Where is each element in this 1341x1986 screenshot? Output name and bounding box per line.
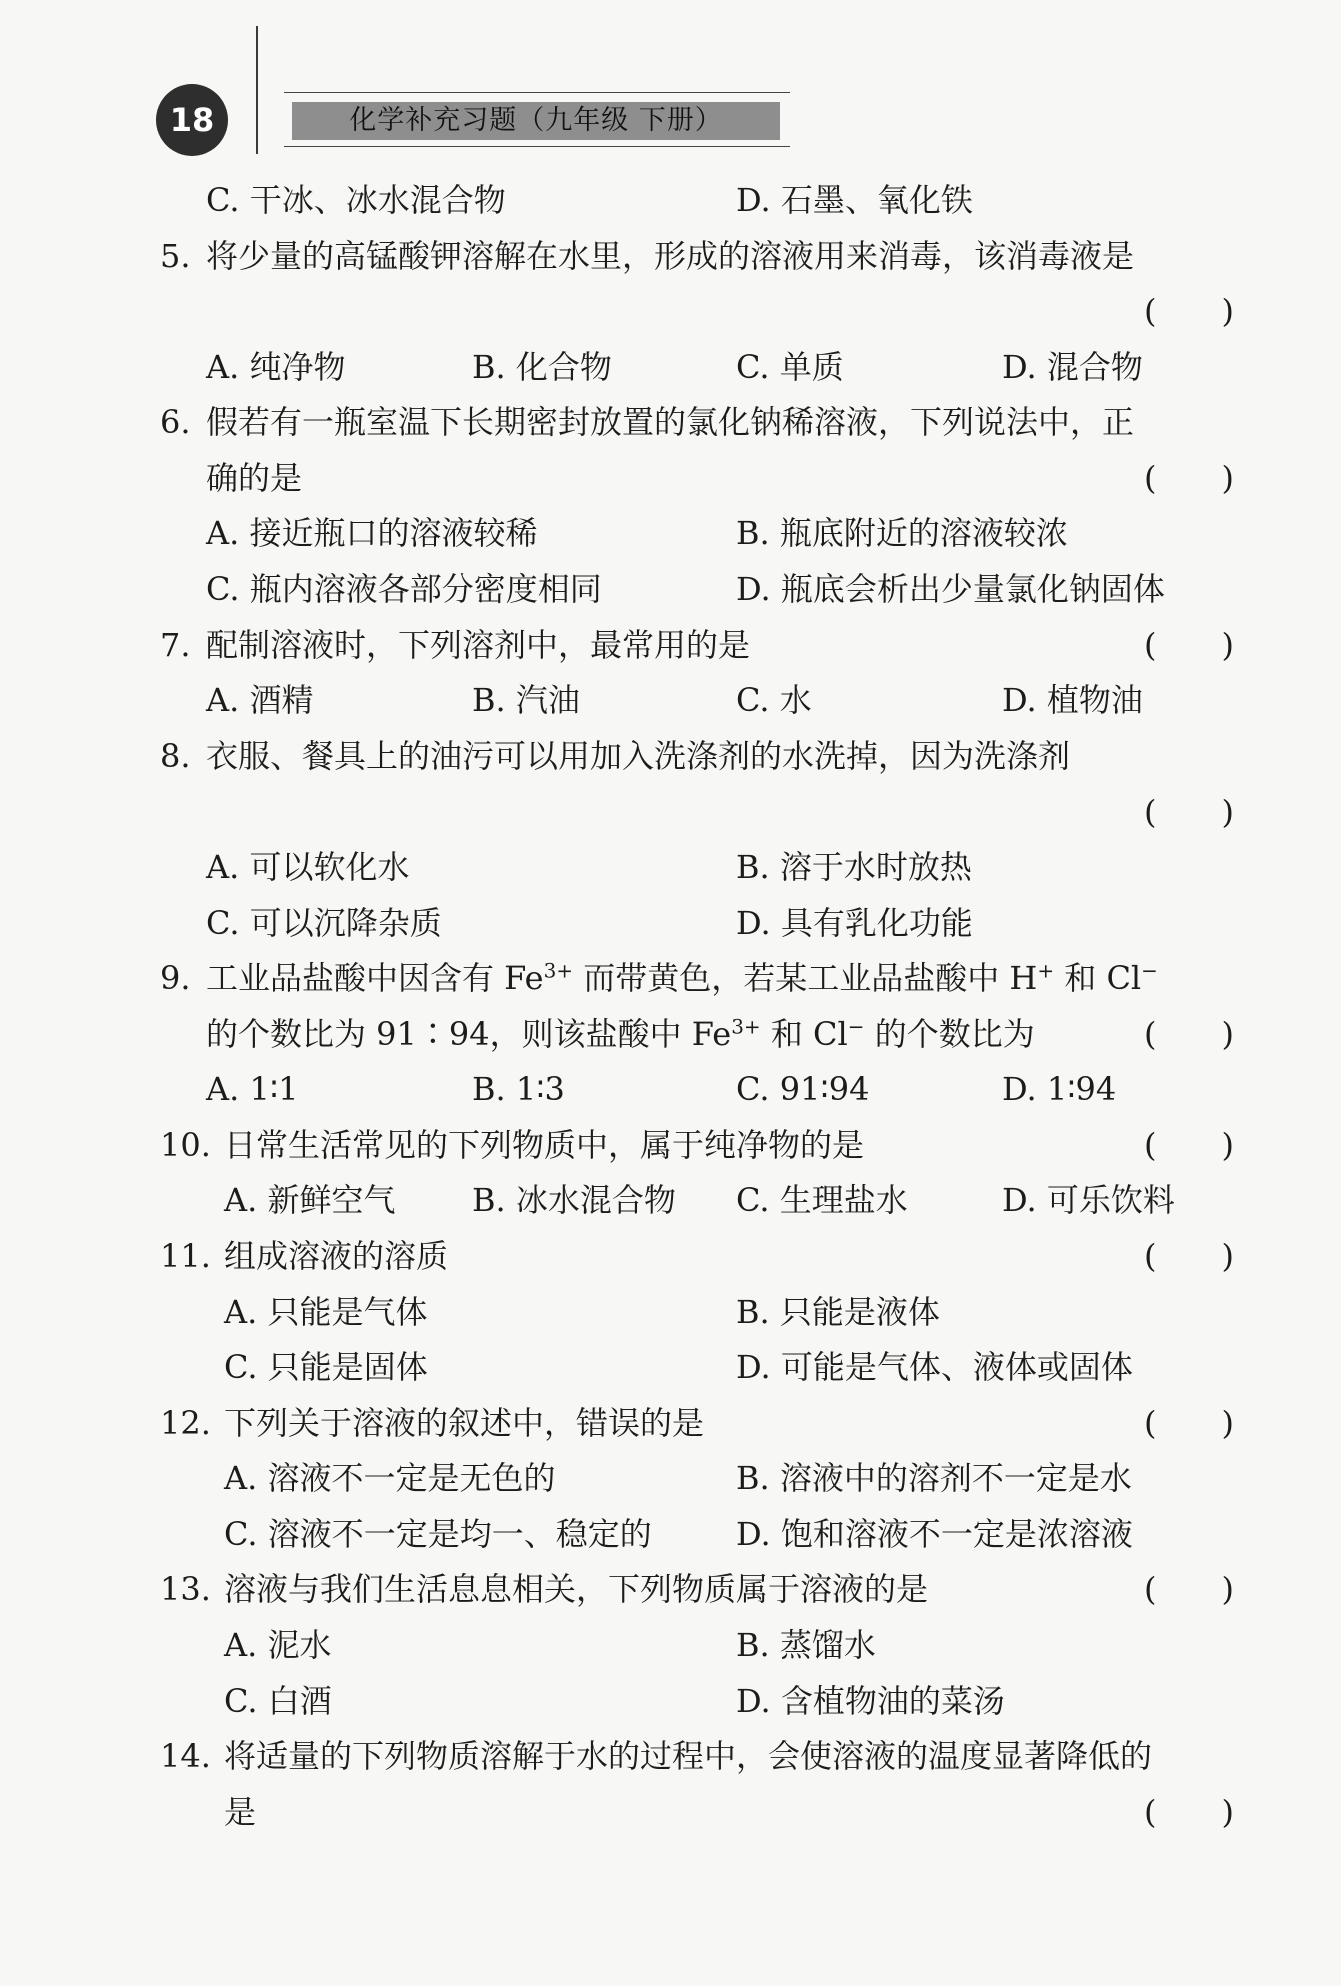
question-10-options xyxy=(0,1175,1341,1225)
paren-close: ) xyxy=(1221,1015,1234,1053)
question-number: 12. xyxy=(160,1404,211,1442)
question-13-options-row1 xyxy=(0,1620,1341,1670)
question-11-options-row2 xyxy=(0,1342,1341,1392)
answer-blank xyxy=(0,787,1341,837)
question-6-options-row1 xyxy=(0,508,1341,558)
option-a: A. 新鲜空气 xyxy=(224,1181,396,1219)
paren-open: ( xyxy=(1144,1404,1157,1442)
header-vertical-rule xyxy=(256,26,258,154)
paren-close: ) xyxy=(1221,1126,1234,1164)
question-11 xyxy=(0,1231,1341,1281)
option-d: D. 瓶底会析出少量氯化钠固体 xyxy=(736,570,1165,608)
question-9 xyxy=(0,953,1341,1003)
paren-open: ( xyxy=(1144,793,1157,831)
question-text: 将少量的高锰酸钾溶解在水里，形成的溶液用来消毒，该消毒液是 xyxy=(206,237,1135,275)
option-a: A. 酒精 xyxy=(206,681,314,719)
paren-close: ) xyxy=(1221,1404,1234,1442)
paren-close: ) xyxy=(1221,459,1234,497)
option-c: C. 干冰、冰水混合物 xyxy=(206,181,506,219)
option-c: C. 只能是固体 xyxy=(224,1348,428,1386)
question-text: 假若有一瓶室温下长期密封放置的氯化钠稀溶液，下列说法中，正 xyxy=(206,403,1135,441)
question-text-continued: 是 xyxy=(224,1793,257,1831)
question-8 xyxy=(0,731,1341,781)
paren-open: ( xyxy=(1144,626,1157,664)
option-b: B. 化合物 xyxy=(472,348,612,386)
question-number: 6. xyxy=(160,403,191,441)
option-c: C. 溶液不一定是均一、稳定的 xyxy=(224,1515,652,1553)
question-14-continued xyxy=(0,1787,1341,1837)
paren-open: ( xyxy=(1144,1126,1157,1164)
option-a: A. 1∶1 xyxy=(206,1070,299,1108)
question-number: 11. xyxy=(160,1237,211,1275)
option-b: B. 蒸馏水 xyxy=(736,1626,876,1664)
paren-close: ) xyxy=(1221,1570,1234,1608)
question-10 xyxy=(0,1120,1341,1170)
option-d: D. 混合物 xyxy=(1002,348,1143,386)
option-c: C. 单质 xyxy=(736,348,844,386)
question-number: 5. xyxy=(160,237,191,275)
question-text: 工业品盐酸中因含有 $Fe^{3+}$ 而带黄色，若某工业品盐酸中 H+ 和 Cl− xyxy=(206,958,1158,997)
option-b: B. 1∶3 xyxy=(472,1070,565,1108)
question-9-continued xyxy=(0,1009,1341,1059)
paren-open: ( xyxy=(1144,1015,1157,1053)
option-b: B. 溶于水时放热 xyxy=(736,848,972,886)
option-c: C. 水 xyxy=(736,681,812,719)
header-rule-top xyxy=(284,92,790,93)
option-d: D. 可乐饮料 xyxy=(1002,1181,1175,1219)
question-number: 13. xyxy=(160,1570,211,1608)
question-14 xyxy=(0,1731,1341,1781)
question-number: 9. xyxy=(160,959,191,997)
paren-open: ( xyxy=(1144,1793,1157,1831)
option-b: B. 溶液中的溶剂不一定是水 xyxy=(736,1459,1132,1497)
paren-close: ) xyxy=(1221,626,1234,664)
question-7-options xyxy=(0,675,1341,725)
page-number-badge: 18 xyxy=(156,84,228,156)
option-d: D. 植物油 xyxy=(1002,681,1143,719)
option-a: A. 纯净物 xyxy=(206,348,346,386)
book-title: 化学补充习题（九年级 下册） xyxy=(292,102,780,140)
option-c: C. 可以沉降杂质 xyxy=(206,904,442,942)
option-a: A. 只能是气体 xyxy=(224,1293,428,1331)
paren-close: ) xyxy=(1221,1793,1234,1831)
question-6-continued xyxy=(0,453,1341,503)
question-number: 14. xyxy=(160,1737,211,1775)
question-13 xyxy=(0,1564,1341,1614)
answer-blank xyxy=(0,286,1341,336)
option-d: D. 石墨、氧化铁 xyxy=(736,181,973,219)
question-12-options-row2 xyxy=(0,1509,1341,1559)
option-c: C. 白酒 xyxy=(224,1682,332,1720)
option-d: D. 饱和溶液不一定是浓溶液 xyxy=(736,1515,1133,1553)
option-c: C. 瓶内溶液各部分密度相同 xyxy=(206,570,602,608)
option-d: D. 含植物油的菜汤 xyxy=(736,1682,1005,1720)
option-a: A. 溶液不一定是无色的 xyxy=(224,1459,556,1497)
question-number: 10. xyxy=(160,1126,211,1164)
q4-options-row xyxy=(0,175,1341,225)
question-text: 组成溶液的溶质 xyxy=(224,1237,449,1275)
option-c: C. 91∶94 xyxy=(736,1070,870,1108)
option-a: A. 可以软化水 xyxy=(206,848,410,886)
header-rule-bottom xyxy=(284,146,790,147)
question-8-options-row2 xyxy=(0,898,1341,948)
question-text: 配制溶液时，下列溶剂中，最常用的是 xyxy=(206,626,751,664)
paren-close: ) xyxy=(1221,1237,1234,1275)
question-7 xyxy=(0,620,1341,670)
paren-open: ( xyxy=(1144,1570,1157,1608)
question-number: 7. xyxy=(160,626,191,664)
paren-open: ( xyxy=(1144,1237,1157,1275)
paren-open: ( xyxy=(1144,459,1157,497)
paren-open: ( xyxy=(1144,292,1157,330)
question-11-options-row1 xyxy=(0,1287,1341,1337)
option-b: B. 汽油 xyxy=(472,681,580,719)
option-b: B. 冰水混合物 xyxy=(472,1181,676,1219)
question-12-options-row1 xyxy=(0,1453,1341,1503)
option-a: A. 接近瓶口的溶液较稀 xyxy=(206,514,538,552)
question-13-options-row2 xyxy=(0,1676,1341,1726)
paren-close: ) xyxy=(1221,292,1234,330)
option-b: B. 瓶底附近的溶液较浓 xyxy=(736,514,1068,552)
option-a: A. 泥水 xyxy=(224,1626,332,1664)
question-text: 将适量的下列物质溶解于水的过程中，会使溶液的温度显著降低的 xyxy=(224,1737,1153,1775)
option-d: D. 具有乳化功能 xyxy=(736,904,973,942)
option-d: D. 1∶94 xyxy=(1002,1070,1117,1108)
question-5 xyxy=(0,231,1341,281)
question-text: 溶液与我们生活息息相关，下列物质属于溶液的是 xyxy=(224,1570,929,1608)
option-c: C. 生理盐水 xyxy=(736,1181,908,1219)
option-d: D. 可能是气体、液体或固体 xyxy=(736,1348,1133,1386)
question-12 xyxy=(0,1398,1341,1448)
option-b: B. 只能是液体 xyxy=(736,1293,940,1331)
question-9-options xyxy=(0,1064,1341,1114)
question-text-continued: 确的是 xyxy=(206,459,303,497)
question-text: 下列关于溶液的叙述中，错误的是 xyxy=(224,1404,705,1442)
question-8-options-row1 xyxy=(0,842,1341,892)
question-text: 日常生活常见的下列物质中，属于纯净物的是 xyxy=(224,1126,865,1164)
paren-close: ) xyxy=(1221,793,1234,831)
question-number: 8. xyxy=(160,737,191,775)
question-6-options-row2 xyxy=(0,564,1341,614)
question-text-continued: 的个数比为 91∶94，则该盐酸中 $Fe^{3+}$ 和 Cl− 的个数比为 xyxy=(206,1014,1035,1053)
question-text: 衣服、餐具上的油污可以用加入洗涤剂的水洗掉，因为洗涤剂 xyxy=(206,737,1071,775)
question-6 xyxy=(0,397,1341,447)
question-5-options xyxy=(0,342,1341,392)
